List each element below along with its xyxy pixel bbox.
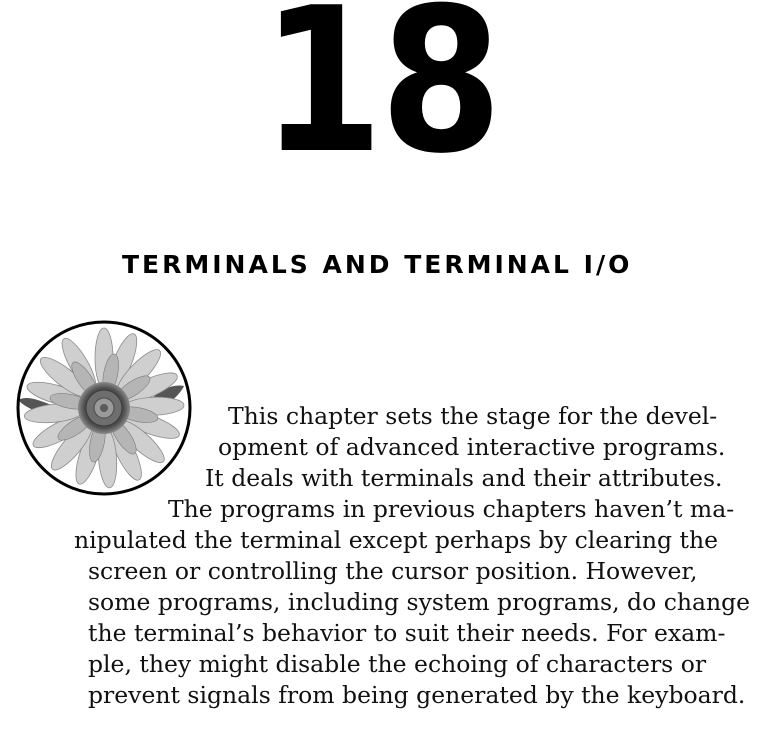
paragraph-line: ple, they might disable the echoing of characters or: [88, 650, 707, 678]
paragraph-line: This chapter sets the stage for the devel-: [228, 402, 718, 430]
paragraph-line: It deals with terminals and their attributes.: [205, 464, 723, 492]
paragraph-line: prevent signals from being generated by the keyboard.: [88, 681, 746, 709]
paragraph-line: screen or controlling the cursor position. However,: [88, 557, 698, 585]
paragraph-line: some programs, including system programs, do change: [88, 588, 751, 616]
chapter-number: 18: [261, 0, 499, 198]
paragraph-line: opment of advanced interactive programs.: [218, 433, 726, 461]
paragraph-line: the terminal’s behavior to suit their needs. For exam-: [88, 619, 726, 647]
chapter-title: TERMINALS AND TERMINAL I/O: [122, 250, 633, 279]
paragraph-line: The programs in previous chapters haven’t ma-: [168, 495, 735, 523]
paragraph-line: nipulated the terminal except perhaps by clearing the: [74, 526, 719, 554]
sunflower-icon: [14, 318, 194, 498]
